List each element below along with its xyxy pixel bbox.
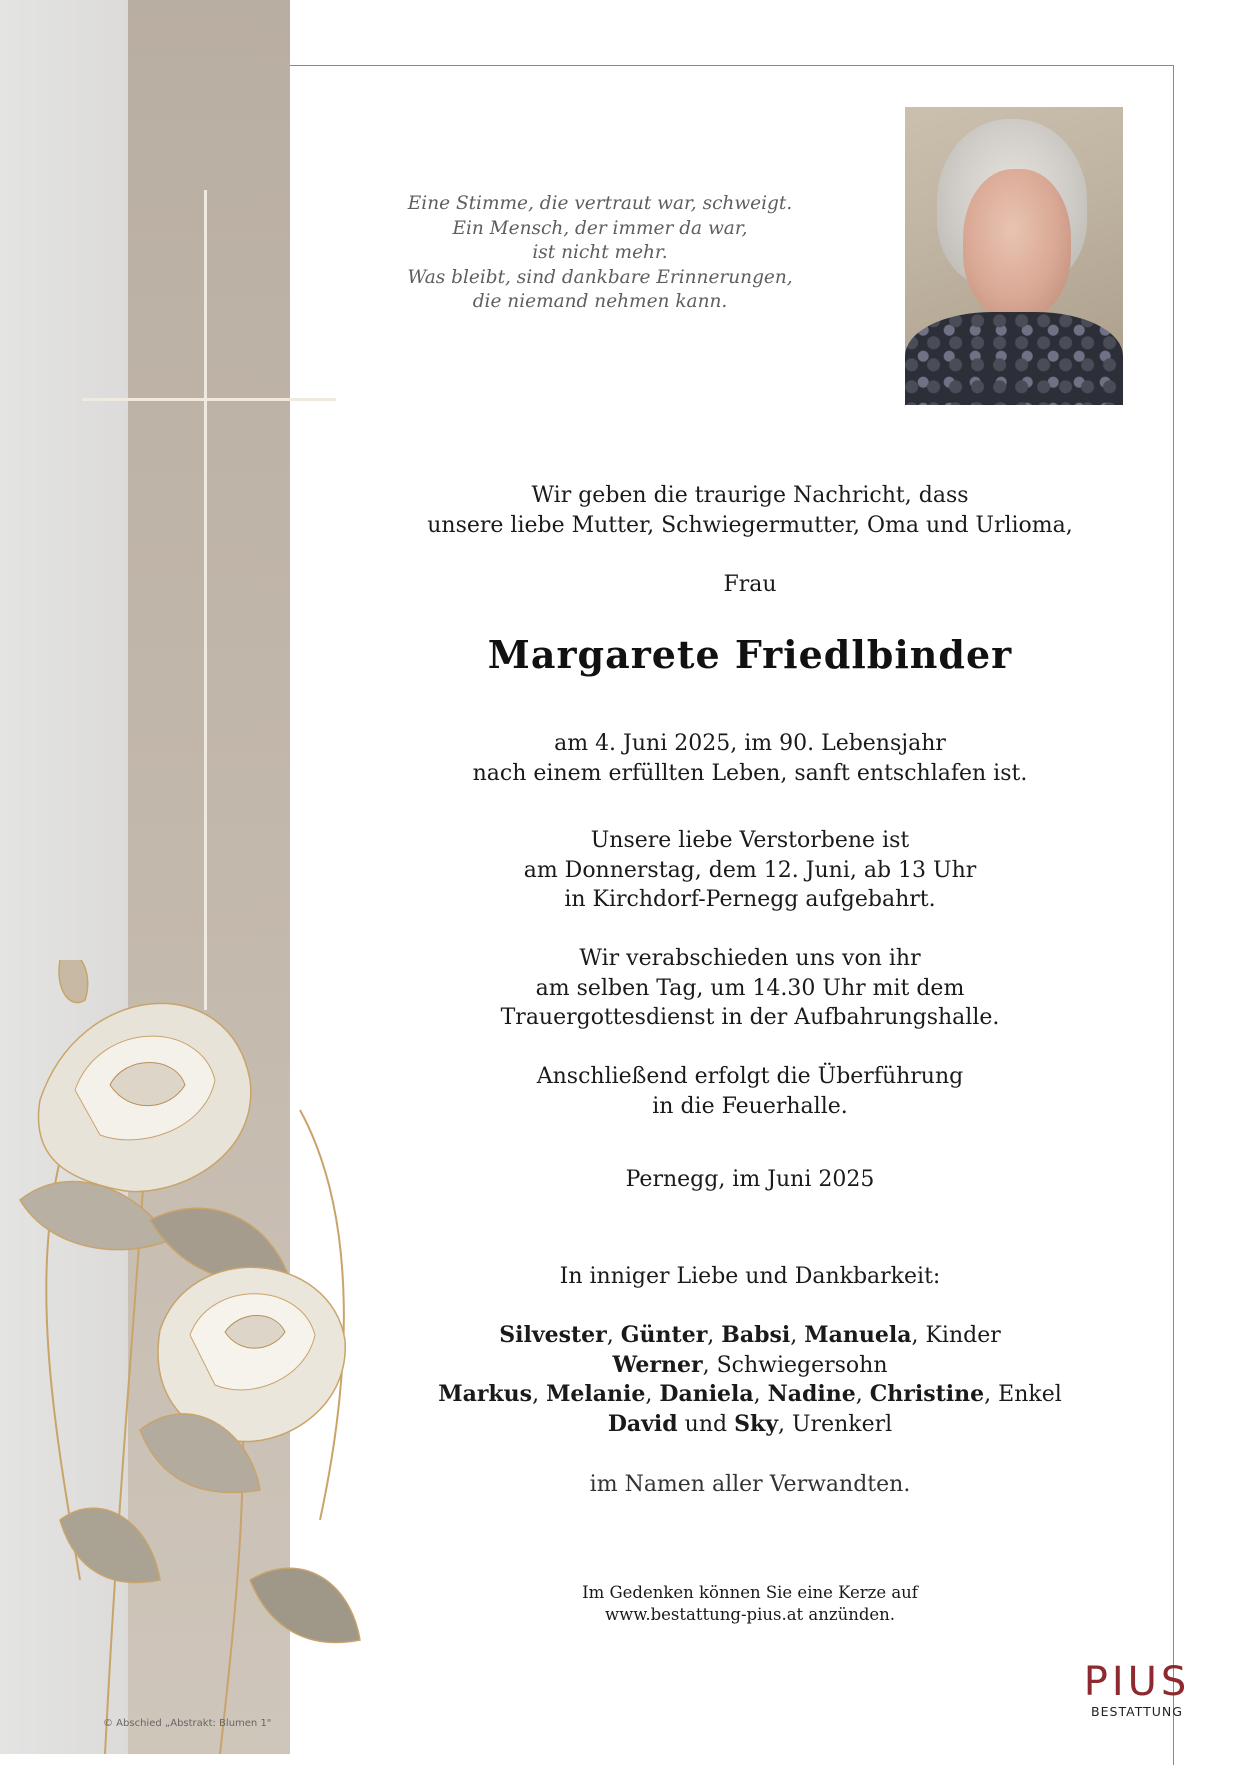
poem-line: ist nicht mehr. <box>532 242 668 263</box>
mourners-closing <box>350 1470 1150 1500</box>
mourner-name: Markus <box>438 1381 533 1407</box>
photo-face <box>963 169 1071 319</box>
service-line: Wir verabschieden uns von ihr <box>579 946 921 971</box>
mourners-intro-line: In inniger Liebe und Dankbarkeit: <box>559 1264 941 1289</box>
logo-word: PIUS <box>1083 1659 1191 1705</box>
viewing-line: in Kirchdorf-Pernegg aufgebahrt. <box>564 887 936 912</box>
transfer-info <box>350 1062 1150 1121</box>
poem-line: Eine Stimme, die vertraut war, schweigt. <box>407 193 793 214</box>
candle-note <box>450 1582 1050 1626</box>
place-date <box>350 1165 1150 1195</box>
deceased-name: Margarete Friedlbinder <box>487 632 1013 677</box>
mourners-children: Silvester, Günter, Babsi, Manuela, Kinder <box>499 1322 1001 1348</box>
viewing-line: am Donnerstag, dem 12. Juni, ab 13 Uhr <box>523 857 977 883</box>
mourners-intro <box>350 1262 1150 1292</box>
mourner-role: Enkel <box>998 1382 1062 1407</box>
mourner-name: Christine <box>869 1381 985 1407</box>
logo-subtitle: BESTATTUNG <box>1091 1704 1183 1719</box>
cross-vertical-bar <box>204 190 207 1010</box>
transfer-line: in die Feuerhalle. <box>652 1093 848 1119</box>
title-frau <box>350 570 1150 600</box>
mourners-list <box>350 1321 1150 1439</box>
announcement-line: unsere liebe Mutter, Schwiegermutter, Oma und Urlioma, <box>427 512 1073 538</box>
mourner-role: Schwiegersohn <box>716 1352 888 1378</box>
mourner-name: Manuela <box>804 1322 912 1348</box>
poem-line: die niemand nehmen kann. <box>472 291 728 312</box>
announcement-line: Wir geben die traurige Nachricht, dass <box>531 483 969 508</box>
closing-line: im Namen aller Verwandten. <box>589 1472 911 1497</box>
mourner-name: Babsi <box>721 1322 791 1348</box>
death-line: am 4. Juni 2025, im 90. Lebensjahr <box>554 731 946 756</box>
poem-line: Ein Mensch, der immer da war, <box>452 217 748 239</box>
mourners-son-in-law: Werner, Schwiegersohn <box>612 1351 888 1378</box>
mourner-name: Nadine <box>767 1381 856 1407</box>
mourner-name: Silvester <box>499 1322 607 1348</box>
service-info <box>350 944 1150 1033</box>
poem-line: Was bleibt, sind dankbare Erinnerungen, <box>407 266 793 288</box>
memorial-poem <box>360 192 840 315</box>
candle-note-line: Im Gedenken können Sie eine Kerze auf <box>582 1583 918 1602</box>
portrait-photo <box>905 107 1123 405</box>
viewing-line: Unsere liebe Verstorbene ist <box>590 828 910 853</box>
pius-logo <box>1082 1659 1192 1719</box>
death-notice <box>350 729 1150 788</box>
candle-note-line: www.bestattung-pius.at anzünden. <box>604 1605 896 1624</box>
mourner-name: Melanie <box>546 1381 646 1407</box>
mourner-name: Werner <box>612 1351 703 1378</box>
place-date-line: Pernegg, im Juni 2025 <box>625 1167 875 1192</box>
announcement-intro <box>350 481 1150 540</box>
honorific: Frau <box>723 572 777 597</box>
mourners-great-grandchildren: David und Sky, Urenkerl <box>607 1410 893 1437</box>
transfer-line: Anschließend erfolgt die Überführung <box>536 1064 964 1089</box>
viewing-info <box>350 826 1150 915</box>
mourner-name: Sky <box>734 1410 779 1437</box>
death-line: nach einem erfüllten Leben, sanft entschlafen ist. <box>472 760 1028 786</box>
image-credit: © Abschied „Abstrakt: Blumen 1" <box>103 1718 272 1729</box>
mourners-grandchildren: Markus, Melanie, Daniela, Nadine, Christine, Enkel <box>438 1381 1062 1407</box>
mourner-name: Günter <box>620 1322 708 1348</box>
photo-clothing <box>905 312 1123 405</box>
mourner-role: Kinder <box>925 1323 1001 1348</box>
service-line: am selben Tag, um 14.30 Uhr mit dem <box>535 975 965 1001</box>
mourner-name: Daniela <box>659 1381 754 1407</box>
mourner-role: Urenkerl <box>792 1411 893 1437</box>
service-line: Trauergottesdienst in der Aufbahrungshalle. <box>500 1005 1000 1030</box>
mourner-joiner: und <box>684 1411 728 1437</box>
mourner-name: David <box>607 1410 678 1437</box>
